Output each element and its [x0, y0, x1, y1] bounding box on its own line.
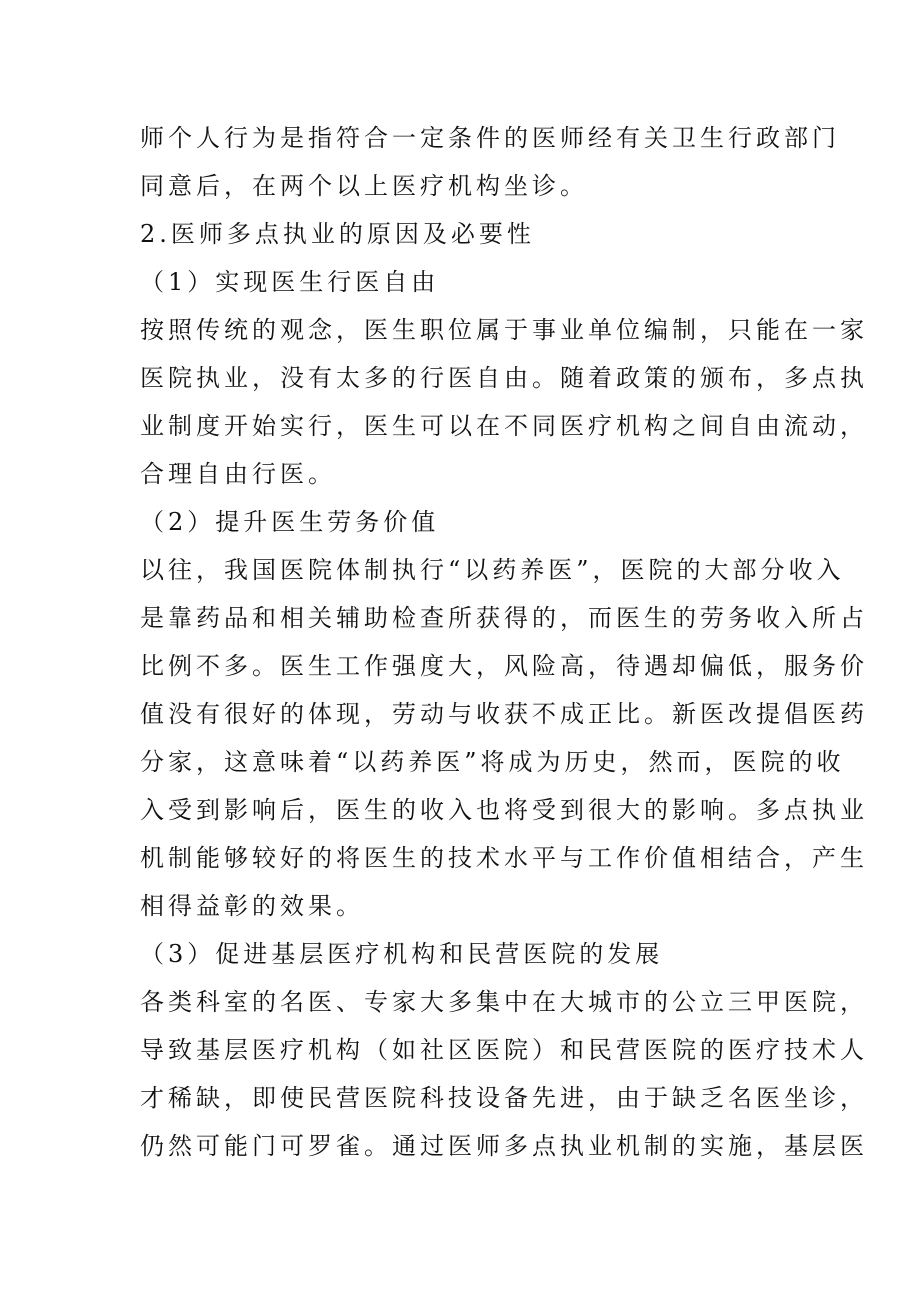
- paragraph-line: 是靠药品和相关辅助检查所获得的，而医生的劳务收入所占: [140, 604, 868, 632]
- document-body: [140, 114, 868, 1170]
- paragraph-line: 师个人行为是指符合一定条件的医师经有关卫生行政部门: [140, 124, 840, 152]
- paragraph-line: 相得益彰的效果。: [140, 892, 364, 920]
- paragraph-line: 比例不多。医生工作强度大，风险高，待遇却偏低，服务价: [140, 652, 868, 680]
- paragraph-line: 合理自由行医。: [140, 460, 336, 488]
- paragraph-line: 各类科室的名医、专家大多集中在大城市的公立三甲医院，: [140, 988, 868, 1016]
- paragraph-line: 分家，这意味着“以药养医”将成为历史，然而，医院的收: [140, 748, 845, 776]
- subsection-heading: （1）实现医生行医自由: [140, 268, 440, 296]
- subsection-heading: （3）促进基层医疗机构和民营医院的发展: [140, 940, 664, 968]
- paragraph-line: 同意后，在两个以上医疗机构坐诊。: [140, 172, 588, 200]
- subsection-heading: （2）提升医生劳务价值: [140, 508, 440, 536]
- paragraph-line: 仍然可能门可罗雀。通过医师多点执业机制的实施，基层医: [140, 1132, 868, 1160]
- paragraph-line: 导致基层医疗机构（如社区医院）和民营医院的医疗技术人: [140, 1036, 868, 1064]
- section-heading: 2.医师多点执业的原因及必要性: [140, 220, 535, 248]
- paragraph-line: 才稀缺，即使民营医院科技设备先进，由于缺乏名医坐诊，: [140, 1084, 868, 1112]
- paragraph-line: 入受到影响后，医生的收入也将受到很大的影响。多点执业: [140, 796, 868, 824]
- paragraph-line: 医院执业，没有太多的行医自由。随着政策的颁布，多点执: [140, 364, 868, 392]
- paragraph-line: 业制度开始实行，医生可以在不同医疗机构之间自由流动，: [140, 412, 868, 440]
- paragraph-line: 按照传统的观念，医生职位属于事业单位编制，只能在一家: [140, 316, 868, 344]
- paragraph-line: 以往，我国医院体制执行“以药养医”，医院的大部分收入: [140, 556, 845, 584]
- paragraph-line: 机制能够较好的将医生的技术水平与工作价值相结合，产生: [140, 844, 868, 872]
- paragraph-line: 值没有很好的体现，劳动与收获不成正比。新医改提倡医药: [140, 700, 868, 728]
